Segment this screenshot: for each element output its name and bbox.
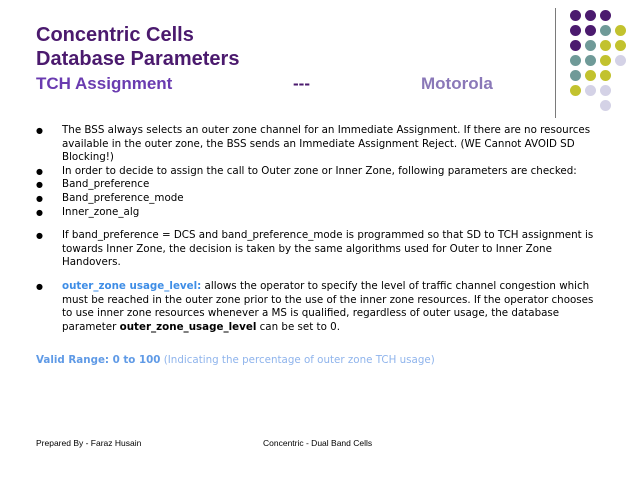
footer-author: Prepared By - Faraz Husain xyxy=(36,438,142,448)
bullet-band-preference-dcs: ● If band_preference = DCS and band_preference_mode is programmed so that SD to TCH assignment is towards Inner Zone, the decision is taken by the same algorithms used for Outer to Inner Zone Handovers. xyxy=(36,229,596,270)
bullet-inner-zone-alg: ● Inner_zone_alg xyxy=(36,206,596,220)
dot xyxy=(585,10,596,21)
dot xyxy=(600,55,611,66)
dot xyxy=(600,10,611,21)
slide-body xyxy=(36,124,596,378)
dot xyxy=(570,25,581,36)
footer-topic: Concentric - Dual Band Cells xyxy=(263,438,373,448)
dot xyxy=(570,85,581,96)
param-identifier: outer_zone_usage_level xyxy=(119,320,257,333)
dot xyxy=(615,25,626,36)
bullet-outer-zone-usage-level xyxy=(36,280,596,334)
bullet-band-preference-mode: ● Band_preference_mode xyxy=(36,192,596,206)
dot xyxy=(585,85,596,96)
dot xyxy=(600,100,611,111)
dot xyxy=(585,55,596,66)
dot xyxy=(600,25,611,36)
subtitle-topic: TCH Assignment xyxy=(36,74,173,93)
dot xyxy=(585,40,596,51)
slide-title-line2: Database Parameters xyxy=(36,48,240,70)
subtitle-vendor: Motorola xyxy=(421,74,493,93)
slide-title-line1: Concentric Cells xyxy=(36,24,194,46)
dot xyxy=(570,55,581,66)
dot xyxy=(570,70,581,81)
bullet-parameters-checked: ● In order to decide to assign the call to Outer zone or Inner Zone, following parameters are checked: xyxy=(36,165,596,179)
dot xyxy=(585,70,596,81)
subtitle-separator: --- xyxy=(293,74,310,93)
valid-range-label: Valid Range: 0 to 100 xyxy=(36,354,161,367)
param-name: outer_zone usage_level: xyxy=(62,279,202,292)
bullet-band-preference: ● Band_preference xyxy=(36,178,596,192)
param-description: allows the operator to specify the level of traffic channel congestion which must be reached in the outer zone prior to the use of the inner zone resources. If the operator chooses to use inner zone resources whenever a MS is qualified, regardless of outer usage, the database parameter xyxy=(62,279,594,333)
valid-range xyxy=(36,354,596,368)
dot xyxy=(600,40,611,51)
valid-range-note: (Indicating the percentage of outer zone TCH usage) xyxy=(160,354,435,367)
dot xyxy=(615,40,626,51)
dot xyxy=(600,70,611,81)
dot xyxy=(585,25,596,36)
dot xyxy=(600,85,611,96)
dot xyxy=(615,55,626,66)
dot xyxy=(570,40,581,51)
bullet-immediate-assignment: ● The BSS always selects an outer zone channel for an Immediate Assignment. If there are no resources available in the outer zone, the BSS sends an Immediate Assignment Reject. (WE Cannot AVOID SD Blocking!) xyxy=(36,124,596,165)
param-tail: can be set to 0. xyxy=(256,320,340,333)
decorative-divider-line xyxy=(555,8,556,118)
dot xyxy=(570,10,581,21)
